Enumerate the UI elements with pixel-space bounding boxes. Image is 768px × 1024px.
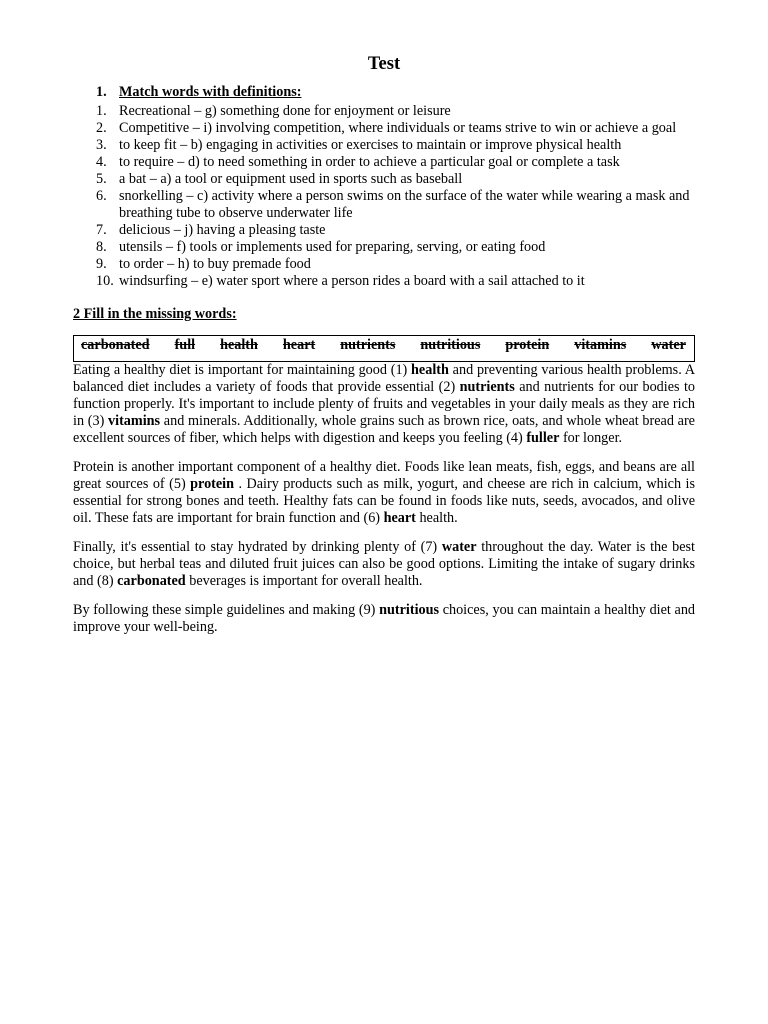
definition-number: 5. — [96, 171, 107, 187]
paragraph-text: and preventing various health problems. A balanced diet includes a variety of foods that provide essential (2) — [73, 362, 695, 395]
paragraph — [73, 602, 695, 636]
word-bank-word: water — [651, 337, 686, 353]
definition-number: 2. — [96, 120, 107, 136]
definition-item — [73, 222, 695, 239]
word-bank-word: health — [220, 337, 258, 353]
word-bank-word: protein — [505, 337, 550, 353]
definition-number: 9. — [96, 256, 107, 272]
definitions-list — [73, 103, 695, 290]
definition-text: Recreational – g) something done for enjoyment or leisure — [119, 103, 451, 119]
paragraph-text: health. — [415, 510, 458, 526]
word-bank-word: heart — [282, 337, 316, 353]
definition-item — [73, 137, 695, 154]
word-bank-word: full — [174, 337, 196, 353]
definition-item — [73, 103, 695, 120]
definition-text: utensils – f) tools or implements used for preparing, serving, or eating food — [119, 239, 546, 255]
word-bank-word: vitamins — [574, 337, 627, 353]
definition-text: delicious – j) having a pleasing taste — [119, 222, 326, 238]
fill-in-text — [73, 362, 695, 636]
paragraph-text: and minerals. Additionally, whole grains such as brown rice, oats, and whole wheat bread are excellent sources of fiber, which helps with digestion and keeps you feeling (4) — [73, 413, 695, 446]
answer-word: health — [411, 362, 449, 378]
word-bank-box — [73, 335, 695, 362]
definition-item — [73, 239, 695, 256]
word-bank-word: nutrients — [340, 337, 396, 353]
definition-text: a bat – a) a tool or equipment used in sports such as baseball — [119, 171, 463, 187]
answer-word: nutritious — [379, 602, 440, 618]
answer-word: fuller — [526, 430, 560, 446]
definition-number: 3. — [96, 137, 107, 153]
definition-item — [73, 256, 695, 273]
paragraph-text: . Dairy products such as milk, yogurt, and cheese are rich in calcium, which is essential for strong bones and teeth. Healthy fats can be found in foods like nuts, seeds, avocados, and olive oil. These fats are important for brain function and (6) — [73, 476, 696, 526]
answer-word: protein — [190, 476, 235, 492]
paragraph-text: throughout the day. Water is the best choice, but herbal teas and diluted fruit juices can also be good options. Limiting the intake of sugary drinks and (8) — [73, 539, 695, 589]
document-page — [73, 0, 695, 636]
paragraph-text: for longer. — [559, 430, 623, 446]
answer-word: heart — [383, 510, 416, 526]
paragraph-text: Eating a healthy diet is important for maintaining good (1) — [73, 362, 412, 378]
word-bank-word: nutritious — [420, 337, 481, 353]
definition-text: snorkelling – c) activity where a person swims on the surface of the water while wearing a mask and breathing tube to observe underwater life — [119, 188, 690, 221]
paragraph — [73, 539, 695, 590]
definition-number: 4. — [96, 154, 107, 170]
word-bank-word: carbonated — [81, 337, 150, 353]
definition-item — [73, 188, 695, 222]
definition-item — [73, 273, 695, 290]
section1-heading — [73, 84, 695, 101]
answer-word: vitamins — [108, 413, 161, 429]
page-title: Test — [367, 54, 401, 74]
section1-heading-text: Match words with definitions: — [119, 84, 302, 100]
answer-word: carbonated — [117, 573, 186, 589]
paragraph-text: Protein is another important component of a healthy diet. Foods like lean meats, fish, eggs, and beans are all great sources of (5) — [73, 459, 695, 492]
definition-item — [73, 154, 695, 171]
definition-text: to require – d) to need something in order to achieve a particular goal or complete a task — [119, 154, 620, 170]
paragraph — [73, 362, 695, 447]
paragraph-text: and nutrients for our bodies to function properly. It's important to include plenty of fruits and vegetables in your daily meals as they are rich in (3) — [73, 379, 695, 429]
definition-number: 10. — [96, 273, 114, 289]
paragraph-text: By following these simple guidelines and making (9) — [73, 602, 380, 618]
paragraph — [73, 459, 695, 527]
definition-item — [73, 120, 695, 137]
answer-word: water — [441, 539, 477, 555]
definition-item — [73, 171, 695, 188]
definition-number: 1. — [96, 103, 107, 119]
paragraph-text: beverages is important for overall health. — [185, 573, 423, 589]
answer-word: nutrients — [459, 379, 515, 395]
definition-text: Competitive – i) involving competition, where individuals or teams strive to win or achieve a goal — [119, 120, 677, 136]
definition-text: to keep fit – b) engaging in activities or exercises to maintain or improve physical health — [119, 137, 622, 153]
paragraph-text: Finally, it's essential to stay hydrated by drinking plenty of (7) — [73, 539, 442, 555]
paragraph-text: choices, you can maintain a healthy diet and improve your well-being. — [73, 602, 696, 635]
definition-text: to order – h) to buy premade food — [119, 256, 311, 272]
section2-heading: 2 Fill in the missing words: — [73, 306, 237, 322]
definition-number: 7. — [96, 222, 107, 238]
definition-text: windsurfing – e) water sport where a person rides a board with a sail attached to it — [119, 273, 585, 289]
section1-number: 1. — [96, 84, 107, 100]
definition-number: 8. — [96, 239, 107, 255]
definition-number: 6. — [96, 188, 107, 204]
